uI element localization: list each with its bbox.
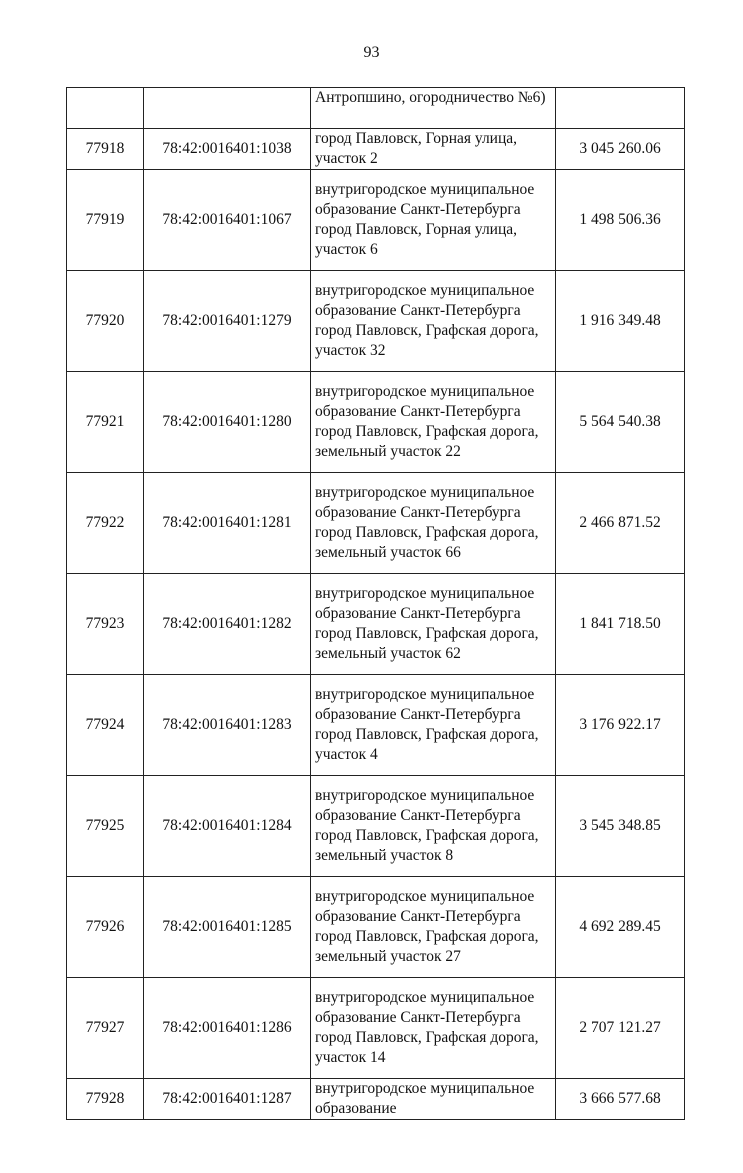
table-row	[67, 129, 685, 170]
table-row	[67, 271, 685, 372]
cell-cadastral-value: 3 045 260.06	[556, 129, 685, 170]
cell-address: внутригородское муниципальное образование Санкт-Петербурга город Павловск, Графская дорога, земельный участок 27	[311, 877, 556, 978]
cell-number	[67, 88, 144, 129]
cell-address: внутригородское муниципальное образование Санкт-Петербурга город Павловск, Горная улица, участок 6	[311, 170, 556, 271]
cell-address: внутригородское муниципальное образование Санкт-Петербурга город Павловск, Графская дорога, земельный участок 66	[311, 473, 556, 574]
cell-number: 77926	[67, 877, 144, 978]
cell-cadastral-value: 1 841 718.50	[556, 574, 685, 675]
table-row	[67, 372, 685, 473]
cell-address: Антропшино, огородничество №6)	[311, 88, 556, 129]
cell-cadastral-number: 78:42:0016401:1279	[144, 271, 311, 372]
cell-number: 77919	[67, 170, 144, 271]
cell-cadastral-value: 4 692 289.45	[556, 877, 685, 978]
table-row	[67, 574, 685, 675]
cell-number: 77928	[67, 1079, 144, 1120]
cell-cadastral-value: 1 498 506.36	[556, 170, 685, 271]
cell-cadastral-value: 1 916 349.48	[556, 271, 685, 372]
cell-cadastral-value: 3 176 922.17	[556, 675, 685, 776]
cell-cadastral-number: 78:42:0016401:1284	[144, 776, 311, 877]
cell-number: 77927	[67, 978, 144, 1079]
cell-cadastral-number: 78:42:0016401:1281	[144, 473, 311, 574]
table-row	[67, 1079, 685, 1120]
cell-cadastral-value: 2 707 121.27	[556, 978, 685, 1079]
cell-address: город Павловск, Горная улица, участок 2	[311, 129, 556, 170]
cell-number: 77922	[67, 473, 144, 574]
cadastral-value-table	[66, 87, 685, 1120]
cell-cadastral-number: 78:42:0016401:1287	[144, 1079, 311, 1120]
cell-address: внутригородское муниципальное образование Санкт-Петербурга город Павловск, Графская дорога, земельный участок 62	[311, 574, 556, 675]
table-row	[67, 473, 685, 574]
cell-number: 77921	[67, 372, 144, 473]
cell-cadastral-number: 78:42:0016401:1282	[144, 574, 311, 675]
cell-address: внутригородское муниципальное образование Санкт-Петербурга город Павловск, Графская дорога, участок 4	[311, 675, 556, 776]
cell-cadastral-value: 3 666 577.68	[556, 1079, 685, 1120]
table-row	[67, 776, 685, 877]
cell-cadastral-value	[556, 88, 685, 129]
cell-cadastral-number: 78:42:0016401:1280	[144, 372, 311, 473]
cell-address: внутригородское муниципальное образование Санкт-Петербурга город Павловск, Графская дорога, участок 14	[311, 978, 556, 1079]
cell-address: внутригородское муниципальное образование Санкт-Петербурга город Павловск, Графская дорога, земельный участок 8	[311, 776, 556, 877]
cell-cadastral-number: 78:42:0016401:1283	[144, 675, 311, 776]
table-row	[67, 170, 685, 271]
cell-number: 77920	[67, 271, 144, 372]
cell-address: внутригородское муниципальное образование	[311, 1079, 556, 1120]
cell-cadastral-value: 3 545 348.85	[556, 776, 685, 877]
table-row-continuation	[67, 88, 685, 129]
cell-address: внутригородское муниципальное образование Санкт-Петербурга город Павловск, Графская дорога, земельный участок 22	[311, 372, 556, 473]
table-row	[67, 877, 685, 978]
cell-cadastral-number: 78:42:0016401:1067	[144, 170, 311, 271]
cell-cadastral-number: 78:42:0016401:1038	[144, 129, 311, 170]
table-row	[67, 978, 685, 1079]
cell-cadastral-number: 78:42:0016401:1286	[144, 978, 311, 1079]
cell-cadastral-number	[144, 88, 311, 129]
cell-cadastral-value: 2 466 871.52	[556, 473, 685, 574]
cell-number: 77923	[67, 574, 144, 675]
page-number: 93	[363, 44, 380, 61]
table-row	[67, 675, 685, 776]
cell-number: 77918	[67, 129, 144, 170]
cell-address: внутригородское муниципальное образование Санкт-Петербурга город Павловск, Графская дорога, участок 32	[311, 271, 556, 372]
cell-number: 77925	[67, 776, 144, 877]
cell-cadastral-number: 78:42:0016401:1285	[144, 877, 311, 978]
cell-number: 77924	[67, 675, 144, 776]
cell-cadastral-value: 5 564 540.38	[556, 372, 685, 473]
